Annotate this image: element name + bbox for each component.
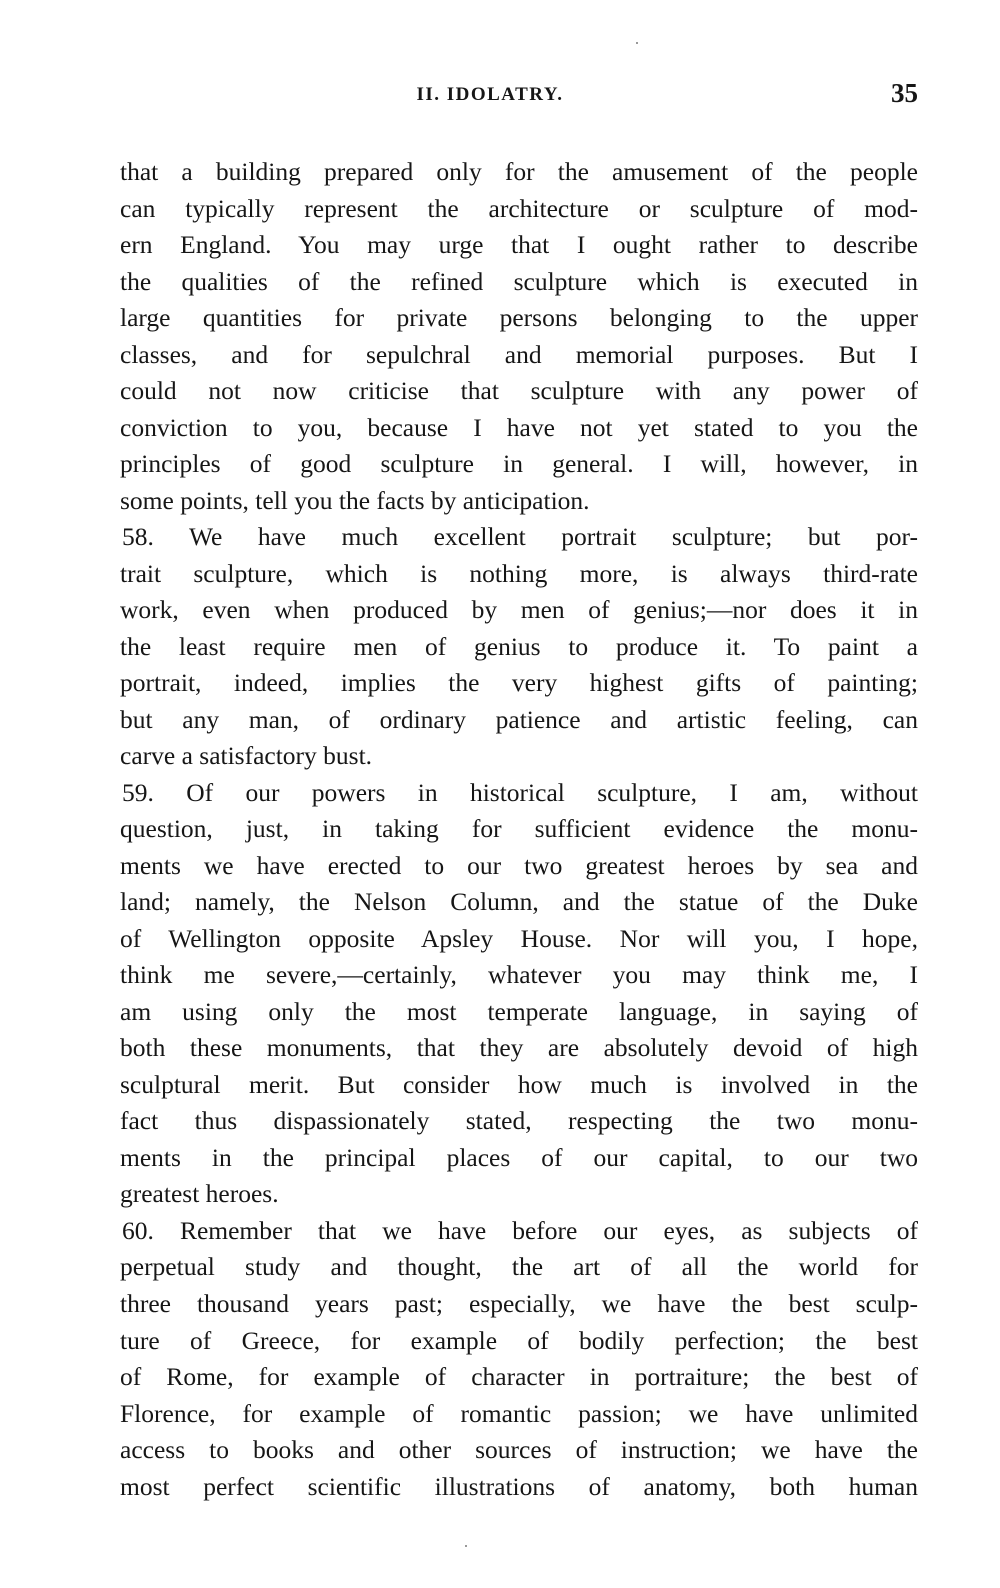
text-line: large quantities for private persons belonging to the upper [120, 303, 918, 333]
text-line: could not now criticise that sculpture with any power of [120, 376, 918, 406]
text-line: greatest heroes. [120, 1179, 279, 1209]
text-line: of Rome, for example of character in portraiture; the best of [120, 1362, 918, 1392]
text-line: ern England. You may urge that I ought rather to describe [120, 230, 918, 260]
paragraph-start-line: 59. Of our powers in historical sculpture, I am, without [122, 777, 918, 807]
scan-speck [636, 42, 638, 44]
paragraph-start-line: 58. We have much excellent portrait sculpture; but por- [122, 522, 918, 552]
text-line: think me severe,—certainly, whatever you may think me, I [120, 960, 918, 990]
text-line: carve a satisfactory bust. [120, 741, 373, 771]
text-line: conviction to you, because I have not yet stated to you the [120, 412, 918, 442]
text-line: ments we have erected to our two greatest heroes by sea and [120, 850, 918, 880]
text-line: work, even when produced by men of genius;—nor does it in [120, 595, 918, 625]
text-line: perpetual study and thought, the art of all the world for [120, 1252, 918, 1282]
text-line: fact thus dispassionately stated, respecting the two monu- [120, 1106, 918, 1136]
text-line: but any man, of ordinary patience and artistic feeling, can [120, 704, 918, 734]
running-header-title: II. IDOLATRY. [416, 84, 564, 105]
text-line: the least require men of genius to produce it. To paint a [120, 631, 918, 661]
text-line: most perfect scientific illustrations of anatomy, both human [120, 1471, 918, 1501]
text-line: question, just, in taking for sufficient evidence the monu- [120, 814, 918, 844]
text-line: can typically represent the architecture or sculpture of mod- [120, 193, 918, 223]
scan-speck [465, 1545, 467, 1547]
text-line: ments in the principal places of our capital, to our two [120, 1142, 918, 1172]
text-line: the qualities of the refined sculpture which is executed in [120, 266, 918, 296]
text-line: principles of good sculpture in general. I will, however, in [120, 449, 918, 479]
text-line: three thousand years past; especially, we have the best sculp- [120, 1288, 918, 1318]
paragraph-start-line: 60. Remember that we have before our eyes, as subjects of [122, 1215, 918, 1245]
text-line: of Wellington opposite Apsley House. Nor will you, I hope, [120, 923, 918, 953]
text-line: that a building prepared only for the amusement of the people [120, 157, 918, 186]
text-line: access to books and other sources of instruction; we have the [120, 1435, 918, 1465]
text-line: am using only the most temperate language, in saying of [120, 996, 918, 1026]
text-line: ture of Greece, for example of bodily perfection; the best [120, 1325, 918, 1355]
page-number: 35 [891, 78, 918, 108]
text-line: portrait, indeed, implies the very highest gifts of painting; [120, 668, 918, 698]
text-line: trait sculpture, which is nothing more, is always third-rate [120, 558, 918, 588]
text-line: classes, and for sepulchral and memorial purposes. But I [120, 339, 918, 369]
text-line: both these monuments, that they are absolutely devoid of high [120, 1033, 918, 1063]
text-line: land; namely, the Nelson Column, and the statue of the Duke [120, 887, 918, 917]
text-line: some points, tell you the facts by anticipation. [120, 485, 590, 515]
text-line: Florence, for example of romantic passion; we have unlimited [120, 1398, 918, 1428]
text-line: sculptural merit. But consider how much is involved in the [120, 1069, 918, 1099]
body-text [120, 154, 918, 1505]
